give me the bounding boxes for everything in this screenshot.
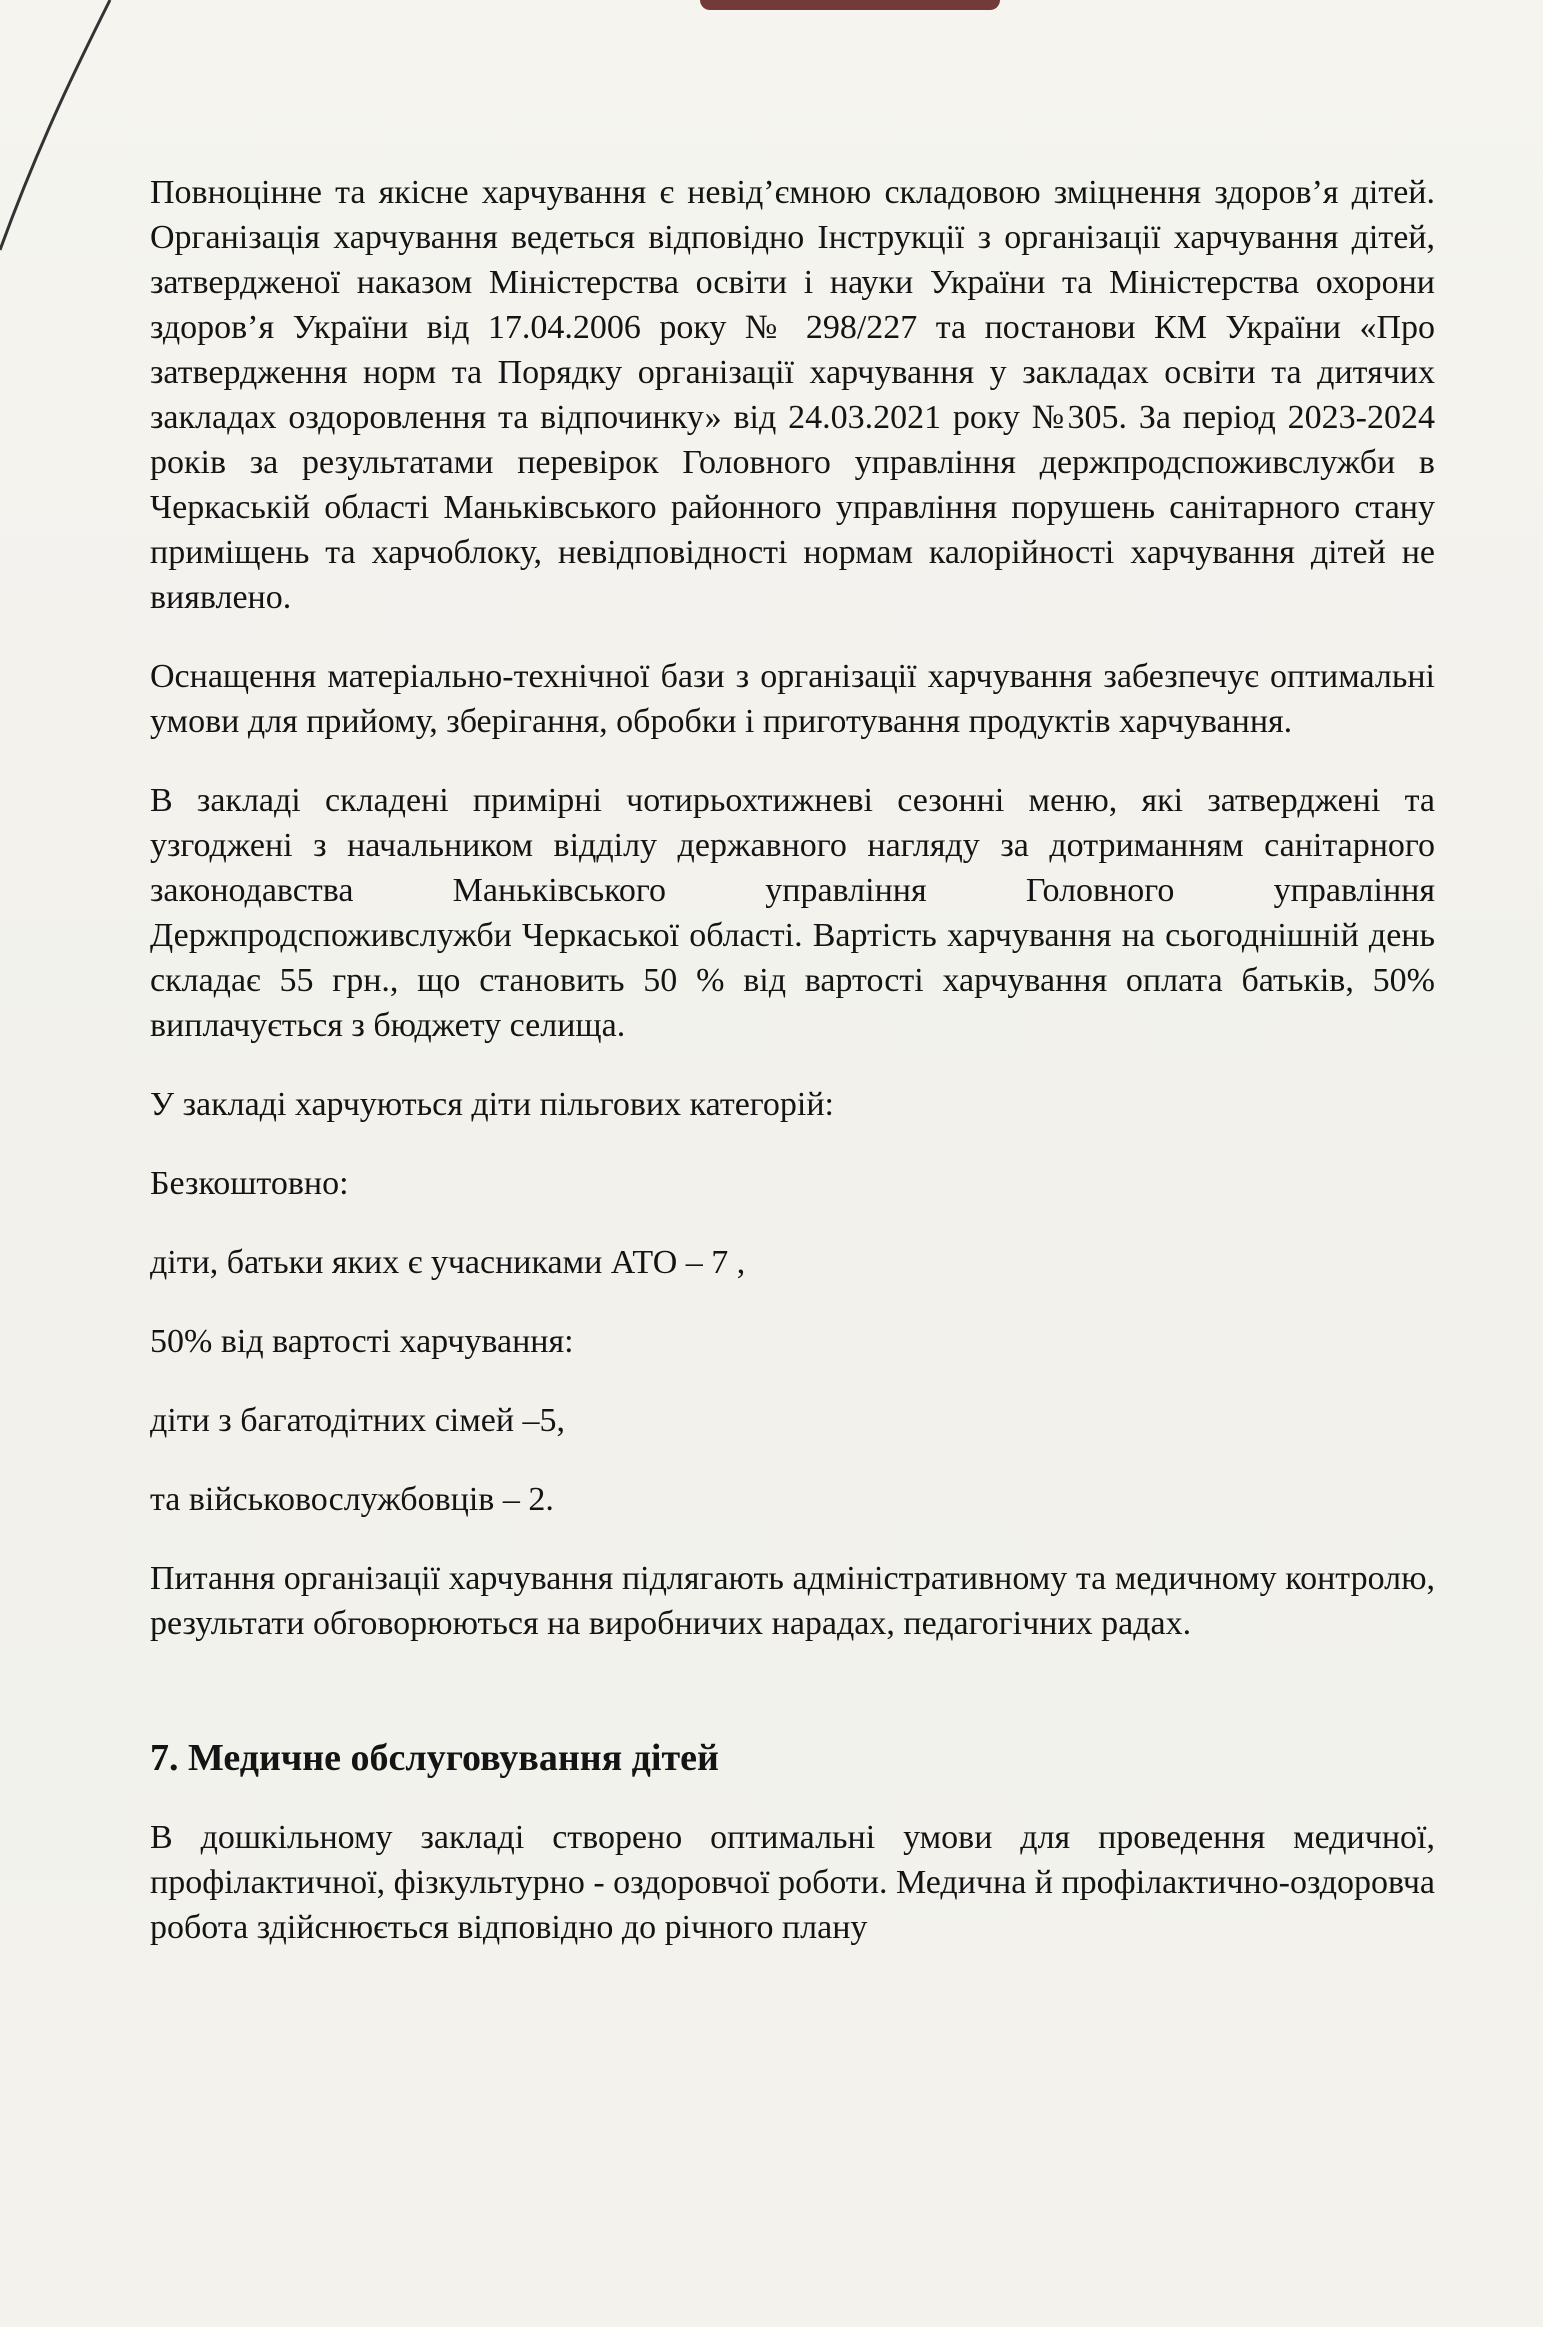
binding-mark — [700, 0, 1000, 10]
page-edge-line — [0, 0, 120, 260]
paragraph-benefit-categories: У закладі харчуються діти пільгових категорій: — [150, 1086, 834, 1123]
paragraph-control: Питання організації харчування підлягають адміністративному та медичному контролю, результати обговорюються на виробничих нарадах, педагогічних радах. — [150, 1560, 1435, 1642]
paragraph-large-families: діти з багатодітних сімей –5, — [150, 1402, 566, 1439]
paragraph-military: та військовослужбовців – 2. — [150, 1481, 554, 1518]
paragraph-ato-children: діти, батьки яких є учасниками АТО – 7 , — [150, 1244, 746, 1281]
paragraph-menu-cost: В закладі складені примірні чотирьохтижневі сезонні меню, які затверджені та узгоджені з начальником відділу державного нагляду за дотриманням санітарного законодавства Маньківського управління Головного управління Держпродспоживслужби Черкаської області. Вартість харчування на сьогоднішній день складає 55 грн., що становить 50 % від вартості харчування оплата батьків, 50% виплачується з бюджету селища. — [150, 782, 1435, 1044]
paragraph-equipment: Оснащення матеріально-технічної бази з організації харчування забезпечує оптимальні умови для прийому, зберігання, обробки і приготування продуктів харчування. — [150, 658, 1435, 740]
paragraph-nutrition-intro: Повноцінне та якісне харчування є невід’ємною складовою зміцнення здоров’я дітей. Організація харчування ведеться відповідно Інструкції з організації харчування дітей, затвердженої наказом Міністерства освіти і науки України та Міністерства охорони здоров’я України від 17.04.2006 року № 298/227 та постанови КМ України «Про затвердження норм та Порядку організації харчування у закладах освіти та дитячих закладах оздоровлення та відпочинку» від 24.03.2021 року №305. За період 2023-2024 років за результатами перевірок Головного управління держпродспоживслужби в Черкаській області Маньківського районного управління порушень санітарного стану приміщень та харчоблоку, невідповідності нормам калорійності харчування дітей не виявлено. — [150, 174, 1435, 616]
paragraph-medical: В дошкільному закладі створено оптимальні умови для проведення медичної, профілактичної, фізкультурно - оздоровчої роботи. Медична й профілактично-оздоровча робота здійснюється відповідно до річного плану — [150, 1819, 1436, 1946]
document-body — [150, 170, 1435, 1950]
section-heading-medical: 7. Медичне обслуговування дітей — [150, 1737, 719, 1779]
paragraph-free-label: Безкоштовно: — [150, 1165, 349, 1202]
paragraph-half-cost-label: 50% від вартості харчування: — [150, 1323, 574, 1360]
